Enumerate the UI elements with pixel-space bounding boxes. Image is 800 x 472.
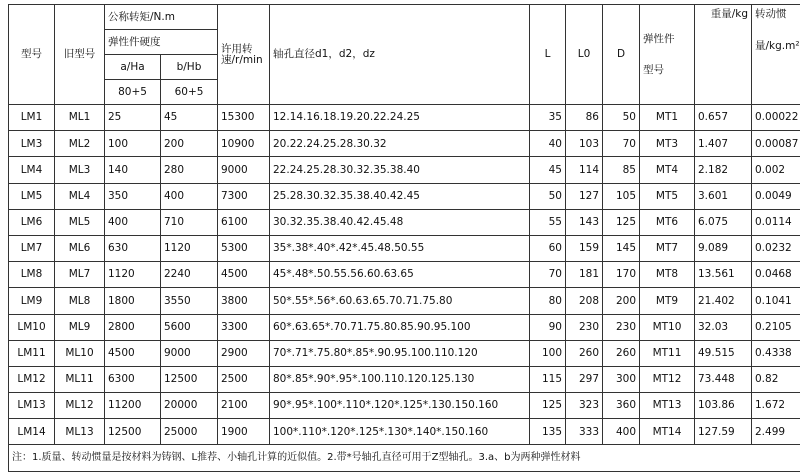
cell-torque-a: 1120 bbox=[105, 262, 161, 288]
cell-elastic: MT9 bbox=[640, 288, 695, 314]
cell-L: 90 bbox=[530, 314, 566, 340]
header-speed-bottom: 速/r/min bbox=[221, 54, 263, 66]
cell-L: 115 bbox=[530, 366, 566, 392]
cell-torque-b: 3550 bbox=[161, 288, 218, 314]
cell-inertia: 0.00087 bbox=[752, 131, 800, 157]
cell-speed: 2100 bbox=[218, 393, 270, 419]
cell-bore: 35*.38*.40*.42*.45.48.50.55 bbox=[270, 235, 530, 261]
header-weight: 重量/kg bbox=[695, 5, 752, 105]
spec-table-container bbox=[8, 4, 800, 472]
cell-bore: 25.28.30.32.35.38.40.42.45 bbox=[270, 183, 530, 209]
cell-D: 260 bbox=[603, 340, 640, 366]
header-hb: b/Hb bbox=[161, 55, 218, 80]
cell-elastic: MT5 bbox=[640, 183, 695, 209]
cell-bore: 12.14.16.18.19.20.22.24.25 bbox=[270, 105, 530, 131]
table-row bbox=[9, 131, 800, 157]
cell-weight: 1.407 bbox=[695, 131, 752, 157]
header-L: L bbox=[530, 5, 566, 105]
cell-elastic: MT11 bbox=[640, 340, 695, 366]
cell-speed: 2900 bbox=[218, 340, 270, 366]
coupling-spec-table bbox=[8, 4, 800, 472]
cell-torque-a: 4500 bbox=[105, 340, 161, 366]
table-row bbox=[9, 157, 800, 183]
cell-torque-a: 350 bbox=[105, 183, 161, 209]
cell-model: LM3 bbox=[9, 131, 55, 157]
cell-torque-b: 2240 bbox=[161, 262, 218, 288]
cell-inertia: 1.672 bbox=[752, 393, 800, 419]
cell-weight: 49.515 bbox=[695, 340, 752, 366]
cell-model: LM13 bbox=[9, 393, 55, 419]
cell-old-model: ML7 bbox=[55, 262, 105, 288]
cell-model: LM10 bbox=[9, 314, 55, 340]
cell-L: 80 bbox=[530, 288, 566, 314]
header-elastic-top: 弹性件 bbox=[643, 33, 675, 45]
cell-L0: 230 bbox=[566, 314, 603, 340]
cell-bore: 22.24.25.28.30.32.35.38.40 bbox=[270, 157, 530, 183]
cell-model: LM11 bbox=[9, 340, 55, 366]
cell-model: LM5 bbox=[9, 183, 55, 209]
table-row bbox=[9, 288, 800, 314]
table-body bbox=[9, 105, 800, 445]
cell-L: 125 bbox=[530, 393, 566, 419]
cell-D: 85 bbox=[603, 157, 640, 183]
cell-L0: 127 bbox=[566, 183, 603, 209]
cell-weight: 6.075 bbox=[695, 209, 752, 235]
cell-inertia: 0.0232 bbox=[752, 235, 800, 261]
table-row bbox=[9, 366, 800, 392]
cell-elastic: MT3 bbox=[640, 131, 695, 157]
cell-elastic: MT14 bbox=[640, 419, 695, 445]
cell-torque-b: 710 bbox=[161, 209, 218, 235]
cell-inertia: 0.1041 bbox=[752, 288, 800, 314]
cell-torque-a: 630 bbox=[105, 235, 161, 261]
cell-elastic: MT10 bbox=[640, 314, 695, 340]
cell-speed: 10900 bbox=[218, 131, 270, 157]
cell-D: 360 bbox=[603, 393, 640, 419]
cell-L: 60 bbox=[530, 235, 566, 261]
cell-inertia: 0.4338 bbox=[752, 340, 800, 366]
cell-D: 300 bbox=[603, 366, 640, 392]
note-row bbox=[9, 445, 800, 472]
cell-elastic: MT1 bbox=[640, 105, 695, 131]
cell-L: 135 bbox=[530, 419, 566, 445]
cell-torque-a: 12500 bbox=[105, 419, 161, 445]
header-hb-tolerance: 60+5 bbox=[161, 80, 218, 105]
cell-speed: 9000 bbox=[218, 157, 270, 183]
table-row bbox=[9, 340, 800, 366]
header-old-model: 旧型号 bbox=[55, 5, 105, 105]
cell-speed: 2500 bbox=[218, 366, 270, 392]
table-row bbox=[9, 393, 800, 419]
cell-bore: 60*.63.65*.70.71.75.80.85.90.95.100 bbox=[270, 314, 530, 340]
cell-L0: 260 bbox=[566, 340, 603, 366]
cell-torque-b: 200 bbox=[161, 131, 218, 157]
cell-inertia: 2.499 bbox=[752, 419, 800, 445]
header-D: D bbox=[603, 5, 640, 105]
cell-torque-b: 20000 bbox=[161, 393, 218, 419]
cell-speed: 3800 bbox=[218, 288, 270, 314]
cell-weight: 3.601 bbox=[695, 183, 752, 209]
table-row bbox=[9, 235, 800, 261]
cell-model: LM4 bbox=[9, 157, 55, 183]
header-inertia-bottom: 量/kg.m² bbox=[755, 40, 800, 52]
table-note: 注：1.质量、转动惯量是按材料为铸钢、L推荐、小轴孔计算的近似值。2.带*号轴孔直径可用于Z型轴孔。3.a、b为两种弹性材料 bbox=[9, 445, 800, 472]
cell-elastic: MT4 bbox=[640, 157, 695, 183]
header-row-1 bbox=[9, 5, 800, 30]
cell-bore: 90*.95*.100*.110*.120*.125*.130.150.160 bbox=[270, 393, 530, 419]
cell-bore: 100*.110*.120*.125*.130*.140*.150.160 bbox=[270, 419, 530, 445]
header-elastic bbox=[640, 5, 695, 105]
cell-L0: 143 bbox=[566, 209, 603, 235]
cell-old-model: ML12 bbox=[55, 393, 105, 419]
header-speed-top: 许用转 bbox=[221, 43, 253, 55]
cell-torque-a: 140 bbox=[105, 157, 161, 183]
cell-L0: 297 bbox=[566, 366, 603, 392]
table-row bbox=[9, 209, 800, 235]
header-model: 型号 bbox=[9, 5, 55, 105]
table-row bbox=[9, 314, 800, 340]
cell-L: 35 bbox=[530, 105, 566, 131]
cell-weight: 73.448 bbox=[695, 366, 752, 392]
cell-D: 200 bbox=[603, 288, 640, 314]
cell-weight: 9.089 bbox=[695, 235, 752, 261]
cell-old-model: ML5 bbox=[55, 209, 105, 235]
table-row bbox=[9, 419, 800, 445]
cell-weight: 0.657 bbox=[695, 105, 752, 131]
cell-torque-a: 25 bbox=[105, 105, 161, 131]
cell-L: 45 bbox=[530, 157, 566, 183]
cell-weight: 13.561 bbox=[695, 262, 752, 288]
cell-L0: 333 bbox=[566, 419, 603, 445]
cell-L0: 103 bbox=[566, 131, 603, 157]
cell-bore: 20.22.24.25.28.30.32 bbox=[270, 131, 530, 157]
cell-old-model: ML2 bbox=[55, 131, 105, 157]
cell-inertia: 0.0114 bbox=[752, 209, 800, 235]
cell-inertia: 0.0049 bbox=[752, 183, 800, 209]
header-ha: a/Ha bbox=[105, 55, 161, 80]
cell-L: 70 bbox=[530, 262, 566, 288]
cell-torque-b: 25000 bbox=[161, 419, 218, 445]
cell-torque-b: 5600 bbox=[161, 314, 218, 340]
cell-model: LM12 bbox=[9, 366, 55, 392]
cell-old-model: ML8 bbox=[55, 288, 105, 314]
cell-L0: 114 bbox=[566, 157, 603, 183]
cell-model: LM14 bbox=[9, 419, 55, 445]
cell-torque-b: 45 bbox=[161, 105, 218, 131]
cell-weight: 32.03 bbox=[695, 314, 752, 340]
cell-torque-b: 1120 bbox=[161, 235, 218, 261]
table-row bbox=[9, 105, 800, 131]
header-hardness: 弹性件硬度 bbox=[105, 30, 218, 55]
cell-inertia: 0.0468 bbox=[752, 262, 800, 288]
cell-speed: 4500 bbox=[218, 262, 270, 288]
cell-torque-a: 400 bbox=[105, 209, 161, 235]
cell-torque-a: 1800 bbox=[105, 288, 161, 314]
cell-elastic: MT12 bbox=[640, 366, 695, 392]
cell-weight: 103.86 bbox=[695, 393, 752, 419]
cell-D: 50 bbox=[603, 105, 640, 131]
cell-torque-b: 400 bbox=[161, 183, 218, 209]
cell-old-model: ML6 bbox=[55, 235, 105, 261]
cell-old-model: ML1 bbox=[55, 105, 105, 131]
cell-weight: 2.182 bbox=[695, 157, 752, 183]
cell-L: 55 bbox=[530, 209, 566, 235]
cell-elastic: MT13 bbox=[640, 393, 695, 419]
cell-torque-b: 9000 bbox=[161, 340, 218, 366]
cell-elastic: MT6 bbox=[640, 209, 695, 235]
cell-speed: 3300 bbox=[218, 314, 270, 340]
cell-bore: 45*.48*.50.55.56.60.63.65 bbox=[270, 262, 530, 288]
table-row bbox=[9, 262, 800, 288]
cell-bore: 30.32.35.38.40.42.45.48 bbox=[270, 209, 530, 235]
header-inertia-top: 转动惯 bbox=[755, 8, 787, 20]
cell-L0: 208 bbox=[566, 288, 603, 314]
header-elastic-bottom: 型号 bbox=[643, 64, 664, 76]
cell-model: LM1 bbox=[9, 105, 55, 131]
cell-torque-a: 6300 bbox=[105, 366, 161, 392]
cell-speed: 7300 bbox=[218, 183, 270, 209]
cell-speed: 6100 bbox=[218, 209, 270, 235]
header-ha-tolerance: 80+5 bbox=[105, 80, 161, 105]
cell-L: 100 bbox=[530, 340, 566, 366]
cell-D: 125 bbox=[603, 209, 640, 235]
cell-bore: 70*.71*.75.80*.85*.90.95.100.110.120 bbox=[270, 340, 530, 366]
cell-old-model: ML3 bbox=[55, 157, 105, 183]
cell-old-model: ML13 bbox=[55, 419, 105, 445]
cell-elastic: MT8 bbox=[640, 262, 695, 288]
cell-model: LM7 bbox=[9, 235, 55, 261]
cell-D: 400 bbox=[603, 419, 640, 445]
cell-inertia: 0.82 bbox=[752, 366, 800, 392]
header-inertia bbox=[752, 5, 800, 105]
cell-inertia: 0.2105 bbox=[752, 314, 800, 340]
cell-weight: 21.402 bbox=[695, 288, 752, 314]
cell-inertia: 0.002 bbox=[752, 157, 800, 183]
cell-inertia: 0.00022 bbox=[752, 105, 800, 131]
header-L0: L0 bbox=[566, 5, 603, 105]
cell-L: 40 bbox=[530, 131, 566, 157]
cell-torque-a: 100 bbox=[105, 131, 161, 157]
cell-torque-b: 280 bbox=[161, 157, 218, 183]
header-torque: 公称转矩/N.m bbox=[105, 5, 218, 30]
cell-D: 70 bbox=[603, 131, 640, 157]
cell-L0: 323 bbox=[566, 393, 603, 419]
cell-L0: 181 bbox=[566, 262, 603, 288]
cell-L0: 86 bbox=[566, 105, 603, 131]
header-speed bbox=[218, 5, 270, 105]
cell-L: 50 bbox=[530, 183, 566, 209]
cell-L0: 159 bbox=[566, 235, 603, 261]
cell-D: 230 bbox=[603, 314, 640, 340]
cell-model: LM9 bbox=[9, 288, 55, 314]
cell-model: LM6 bbox=[9, 209, 55, 235]
cell-elastic: MT7 bbox=[640, 235, 695, 261]
cell-weight: 127.59 bbox=[695, 419, 752, 445]
table-row bbox=[9, 183, 800, 209]
cell-bore: 50*.55*.56*.60.63.65.70.71.75.80 bbox=[270, 288, 530, 314]
cell-old-model: ML9 bbox=[55, 314, 105, 340]
cell-D: 145 bbox=[603, 235, 640, 261]
cell-speed: 5300 bbox=[218, 235, 270, 261]
cell-speed: 1900 bbox=[218, 419, 270, 445]
cell-model: LM8 bbox=[9, 262, 55, 288]
cell-torque-a: 2800 bbox=[105, 314, 161, 340]
header-bore: 轴孔直径d1，d2，dz bbox=[270, 5, 530, 105]
cell-old-model: ML11 bbox=[55, 366, 105, 392]
cell-speed: 15300 bbox=[218, 105, 270, 131]
cell-torque-b: 12500 bbox=[161, 366, 218, 392]
cell-old-model: ML4 bbox=[55, 183, 105, 209]
cell-D: 105 bbox=[603, 183, 640, 209]
cell-bore: 80*.85*.90*.95*.100.110.120.125.130 bbox=[270, 366, 530, 392]
cell-torque-a: 11200 bbox=[105, 393, 161, 419]
cell-old-model: ML10 bbox=[55, 340, 105, 366]
cell-D: 170 bbox=[603, 262, 640, 288]
